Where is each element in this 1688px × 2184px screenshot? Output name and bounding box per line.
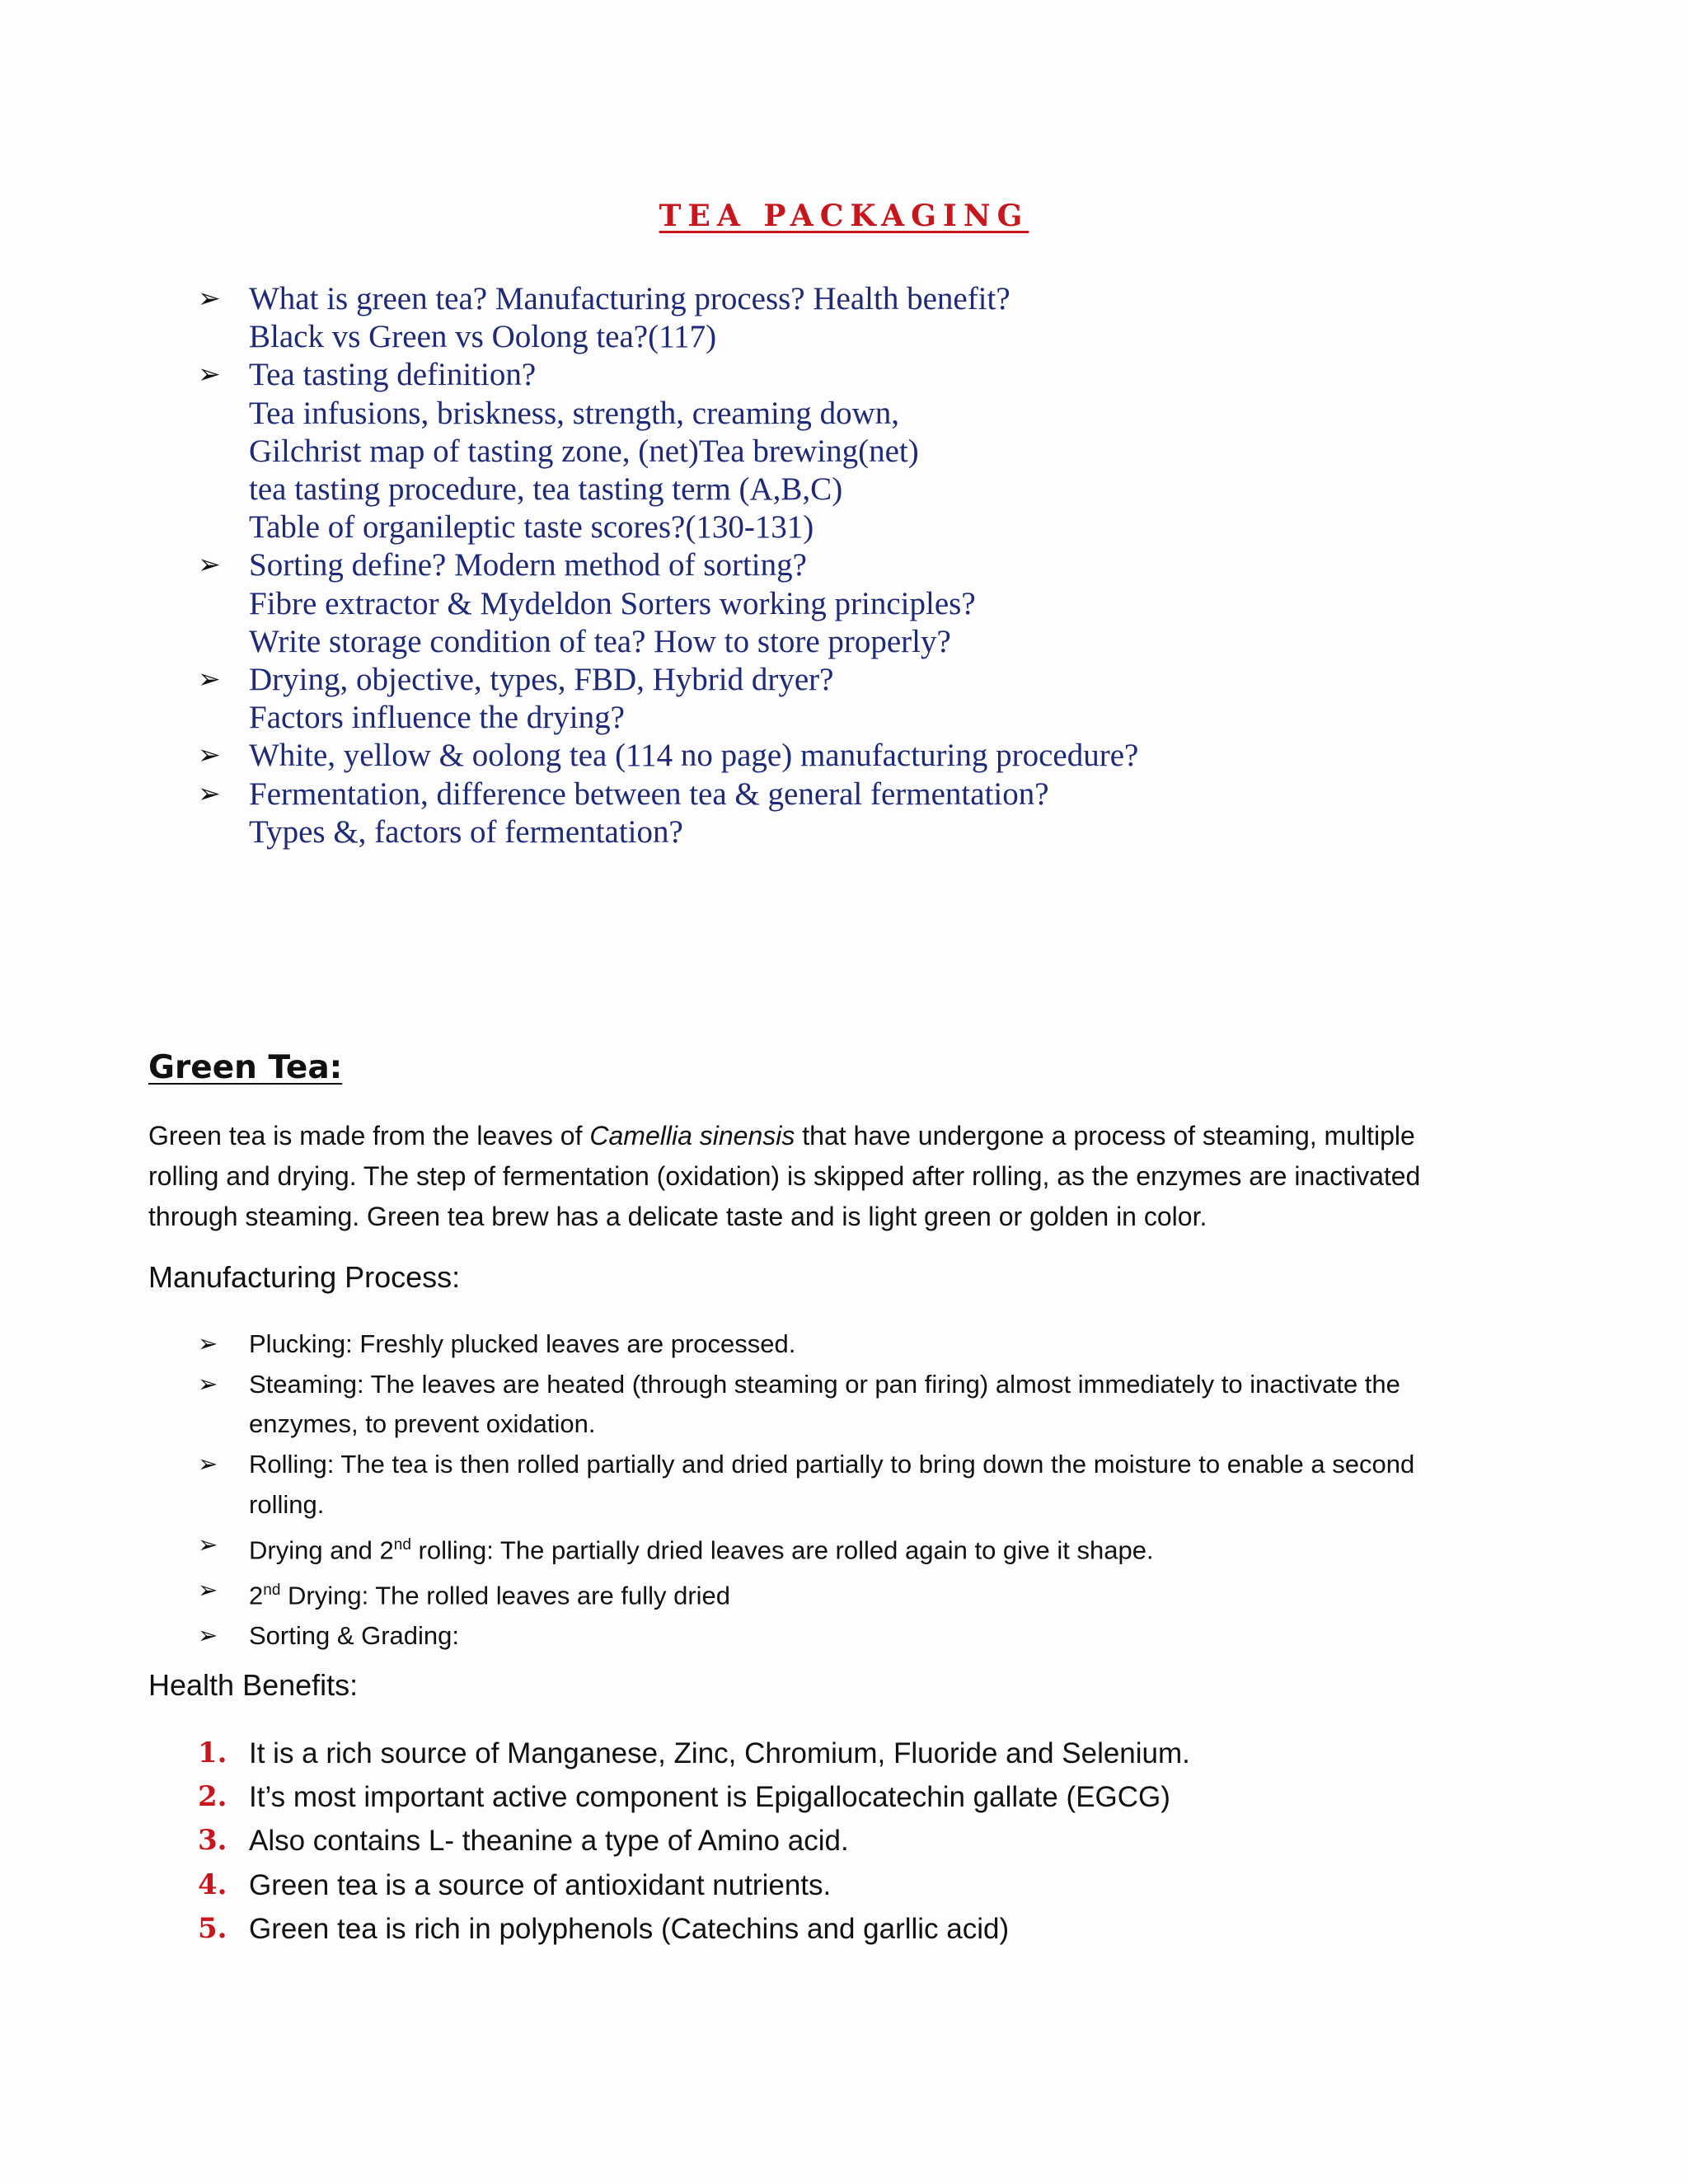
benefit-text: It is a rich source of Manganese, Zinc, Chromium, Fluoride and Selenium.: [249, 1737, 1190, 1769]
step-item: [198, 1616, 1558, 1657]
step-item: [198, 1324, 1558, 1365]
question-item: [198, 661, 1517, 737]
species-name: Camellia sinensis: [589, 1121, 795, 1151]
benefit-text: Green tea is rich in polyphenols (Catechins and garllic acid): [249, 1912, 1010, 1945]
question-line: Fermentation, difference between tea & general fermentation?: [249, 776, 1049, 812]
arrow-bullet-icon: ➢: [198, 284, 221, 314]
benefit-item: [198, 1907, 1558, 1951]
step-text: Steaming: The leaves are heated (through steaming or pan firing) almost immediately to inactivate the: [249, 1369, 1400, 1399]
health-benefits-list: [198, 1732, 1558, 1951]
intro-text: Green tea is made from the leaves of: [148, 1121, 590, 1151]
arrow-bullet-icon: ➢: [198, 741, 221, 771]
step-text: Plucking: Freshly plucked leaves are processed.: [249, 1329, 796, 1358]
question-item: [198, 280, 1517, 356]
benefit-item: [198, 1863, 1558, 1907]
page-title: [0, 194, 1688, 237]
health-benefits-heading: Health Benefits:: [148, 1668, 359, 1702]
benefit-number: 5.: [198, 1911, 227, 1945]
question-line: Tea infusions, briskness, strength, creaming down,: [249, 395, 900, 431]
benefit-item: [198, 1775, 1558, 1819]
question-line: Gilchrist map of tasting zone, (net)Tea brewing(net): [249, 433, 919, 469]
question-line: Types &, factors of fermentation?: [249, 813, 683, 850]
step-item: [198, 1445, 1558, 1525]
question-line: White, yellow & oolong tea (114 no page) manufacturing procedure?: [249, 738, 1139, 774]
step-text: Drying: The rolled leaves are fully dried: [280, 1580, 731, 1610]
question-item: [198, 356, 1517, 546]
benefit-number: 2.: [198, 1780, 227, 1814]
arrow-bullet-icon: ➢: [198, 779, 221, 809]
step-text: enzymes, to prevent oxidation.: [249, 1409, 596, 1439]
step-item: [198, 1526, 1558, 1571]
section-heading-green-tea: Green Tea:: [148, 1049, 343, 1086]
step-text: rolling: The partially dried leaves are rolled again to give it shape.: [410, 1535, 1154, 1564]
benefit-number: 1.: [198, 1736, 227, 1769]
question-item: [198, 776, 1517, 851]
benefit-text: It’s most important active component is Epigallocatechin gallate (EGCG): [249, 1781, 1170, 1814]
question-list: [198, 280, 1517, 851]
step-item: [198, 1571, 1558, 1616]
benefit-item: [198, 1732, 1558, 1775]
question-item: [198, 737, 1517, 775]
question-line: Drying, objective, types, FBD, Hybrid dryer?: [249, 662, 834, 698]
question-line: Tea tasting definition?: [249, 357, 537, 393]
manufacturing-steps-list: [198, 1324, 1558, 1656]
ordinal-suffix: nd: [393, 1535, 411, 1554]
question-item: [198, 546, 1517, 661]
arrow-bullet-icon: ➢: [198, 551, 221, 581]
arrow-bullet-icon: ➢: [198, 1331, 218, 1357]
benefit-text: Green tea is a source of antioxidant nutrients.: [249, 1868, 832, 1901]
arrow-bullet-icon: ➢: [198, 1451, 218, 1479]
benefit-item: [198, 1819, 1558, 1863]
page-title-text: TEA PACKAGING: [659, 199, 1029, 233]
intro-line: [148, 1116, 1550, 1156]
arrow-bullet-icon: ➢: [198, 1371, 218, 1398]
benefit-text: Also contains L- theanine a type of Amino acid.: [249, 1825, 849, 1858]
arrow-bullet-icon: ➢: [198, 665, 221, 696]
question-line: Table of organileptic taste scores?(130-131): [249, 509, 814, 546]
question-line: Fibre extractor & Mydeldon Sorters working principles?: [249, 585, 976, 621]
question-line: Write storage condition of tea? How to store properly?: [249, 623, 951, 659]
benefit-number: 4.: [198, 1868, 227, 1901]
step-text: 2: [249, 1580, 264, 1610]
step-text: Drying and 2: [249, 1535, 394, 1564]
arrow-bullet-icon: ➢: [198, 1622, 218, 1649]
arrow-bullet-icon: ➢: [198, 1577, 218, 1604]
intro-line: rolling and drying. The step of fermentation (oxidation) is skipped after rolling, as the enzymes are inactivated: [148, 1161, 1421, 1191]
intro-line: through steaming. Green tea brew has a delicate taste and is light green or golden in color.: [148, 1202, 1207, 1231]
intro-text: that have undergone a process of steaming, multiple: [795, 1121, 1415, 1151]
question-line: Sorting define? Modern method of sorting?: [249, 547, 807, 583]
question-line: Factors influence the drying?: [249, 700, 625, 736]
question-line: Black vs Green vs Oolong tea?(117): [249, 319, 717, 355]
step-text: Sorting & Grading:: [249, 1620, 460, 1650]
question-line: tea tasting procedure, tea tasting term (A,B,C): [249, 471, 843, 508]
step-text: Rolling: The tea is then rolled partially and dried partially to bring down the moisture to enable a second: [249, 1450, 1415, 1479]
ordinal-suffix: nd: [263, 1581, 281, 1599]
step-text: rolling.: [249, 1489, 325, 1519]
question-line: What is green tea? Manufacturing process? Health benefit?: [249, 281, 1010, 316]
arrow-bullet-icon: ➢: [198, 1531, 218, 1558]
benefit-number: 3.: [198, 1824, 227, 1858]
green-tea-intro: [148, 1116, 1550, 1237]
step-item: [198, 1365, 1558, 1445]
arrow-bullet-icon: ➢: [198, 360, 221, 391]
manufacturing-heading: Manufacturing Process:: [148, 1260, 461, 1294]
